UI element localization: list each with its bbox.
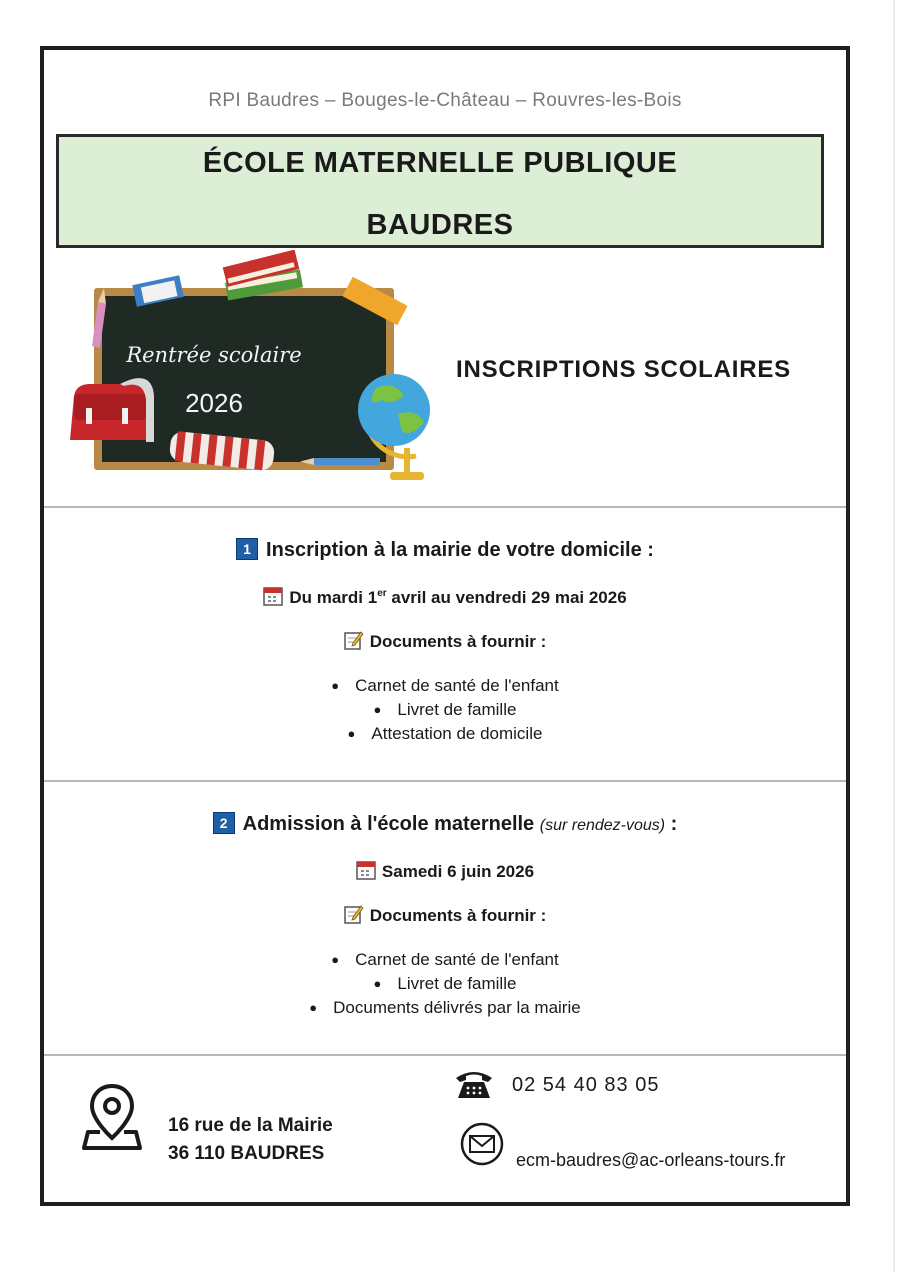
divider-2	[44, 780, 846, 782]
divider-1	[44, 506, 846, 508]
step2-colon: :	[665, 813, 678, 835]
address-block	[168, 1112, 333, 1168]
divider-3	[44, 1054, 846, 1056]
list-item: ● Carnet de santé de l'enfant	[331, 950, 559, 969]
step2-number-badge: 2	[213, 812, 235, 834]
step1-number-badge: 1	[236, 538, 258, 560]
note-icon	[344, 630, 364, 650]
step2-note: (sur rendez-vous)	[539, 817, 666, 834]
address-town: 36 110 BAUDRES	[168, 1143, 325, 1164]
back-to-school-illustration	[64, 250, 434, 490]
school-town: BAUDRES	[366, 209, 514, 241]
list-item: ● Livret de famille	[373, 974, 517, 993]
pencil-bottom	[314, 458, 380, 465]
list-item: ● Documents délivrés par la mairie	[309, 998, 581, 1017]
step1-heading	[44, 538, 846, 562]
email-address: ecm-baudres@ac-orleans-tours.fr	[516, 1150, 786, 1170]
page-edge	[893, 0, 895, 1272]
note-icon	[344, 904, 364, 924]
step1-documents-list	[44, 674, 846, 746]
calendar-icon	[356, 860, 376, 880]
board-text-year: 2026	[185, 388, 243, 418]
list-item: ● Carnet de santé de l'enfant	[331, 676, 559, 695]
step1-date-prefix: Du mardi 1	[289, 588, 378, 607]
globe-icon	[358, 374, 430, 446]
school-title-box	[56, 134, 824, 248]
step1-date-sup: er	[377, 588, 387, 599]
step2-docs-text: Documents à fournir :	[369, 906, 547, 925]
step2-title: Admission à l'école maternelle	[242, 813, 535, 835]
board-text-rentree: Rentrée scolaire	[126, 343, 302, 367]
step2-date	[44, 860, 846, 882]
main-heading: INSCRIPTIONS SCOLAIRES	[456, 356, 791, 383]
step1-docs-label	[44, 630, 846, 652]
rpi-subtitle: RPI Baudres – Bouges-le-Château – Rouvres-les-Bois	[208, 90, 682, 111]
step2-docs-label	[44, 904, 846, 926]
step1-title: Inscription à la mairie de votre domicile :	[266, 539, 654, 561]
location-pin-icon	[82, 1080, 142, 1152]
mail-icon	[460, 1122, 504, 1166]
step2-date-text: Samedi 6 juin 2026	[381, 862, 535, 881]
step1-docs-text: Documents à fournir :	[369, 632, 547, 651]
step2-documents-list	[44, 948, 846, 1020]
step1-date-suffix: avril au vendredi 29 mai 2026	[386, 588, 627, 607]
list-item: ● Attestation de domicile	[347, 724, 543, 743]
phone-icon	[454, 1066, 494, 1100]
list-item: ● Livret de famille	[373, 700, 517, 719]
address-street: 16 rue de la Mairie	[168, 1115, 333, 1136]
phone-number: 02 54 40 83 05	[512, 1074, 660, 1096]
calendar-icon	[263, 586, 283, 606]
school-title: ÉCOLE MATERNELLE PUBLIQUE	[202, 147, 678, 179]
step1-date	[44, 586, 846, 608]
step2-heading	[44, 812, 846, 836]
flyer-frame	[40, 46, 850, 1206]
